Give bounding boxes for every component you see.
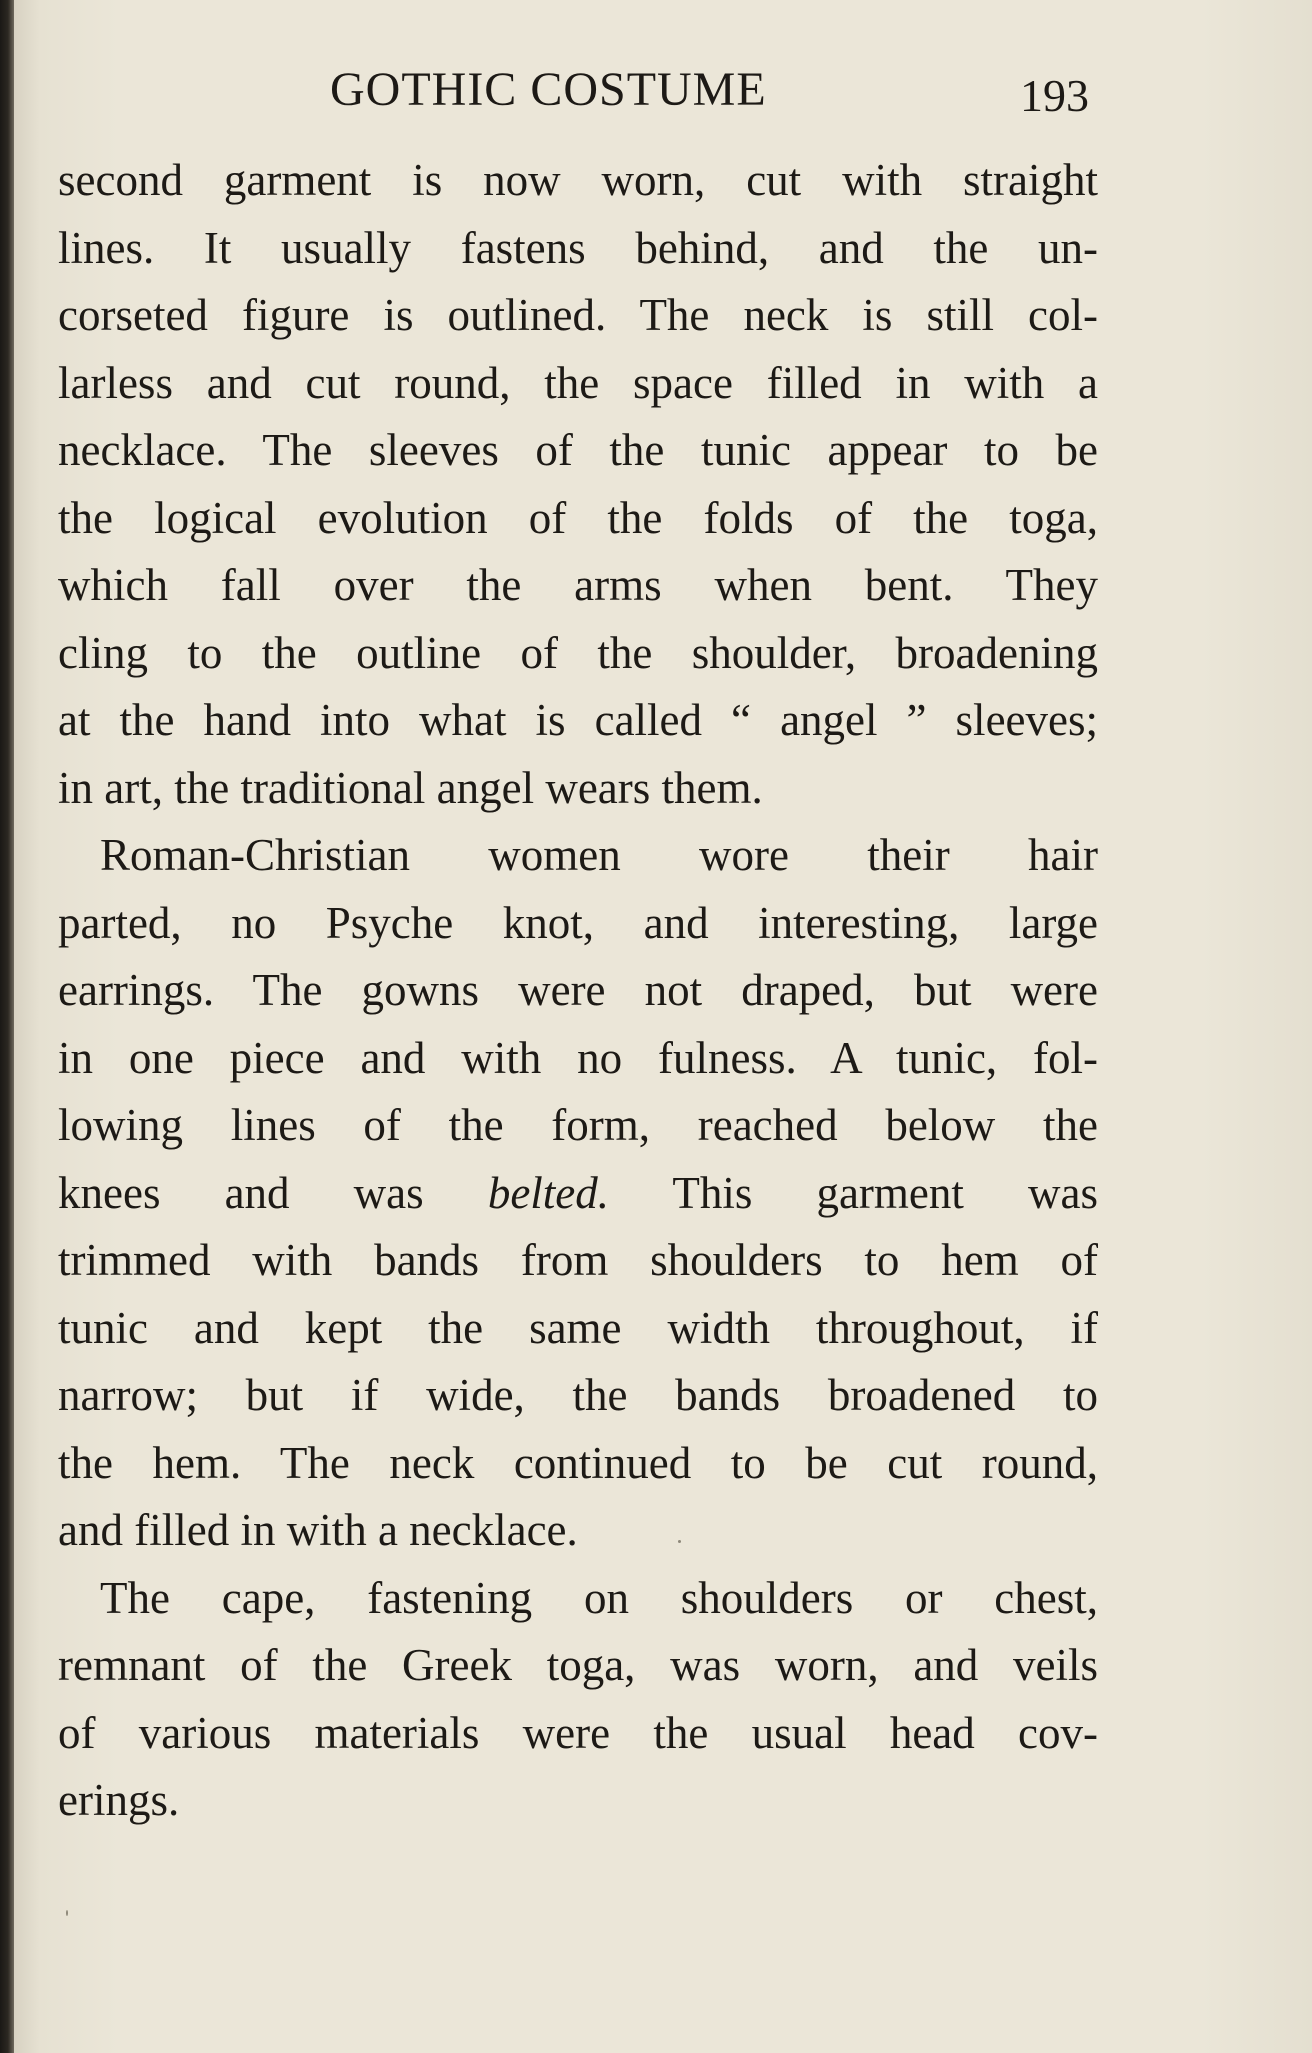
text-line: which fall over the arms when bent. They: [58, 560, 1098, 610]
text-line: the hem. The neck continued to be cut round,: [58, 1437, 1098, 1488]
paragraph-3: [58, 1565, 1098, 1835]
text-line: necklace. The sleeves of the tunic appear to be: [58, 425, 1098, 475]
running-head: [0, 55, 1312, 125]
text-line: at the hand into what is called “ angel ” sleeves;: [58, 695, 1098, 745]
text-line: in one piece and with no fulness. A tunic, fol-: [58, 1032, 1098, 1083]
paper-speck: [678, 1540, 681, 1543]
text-line: of various materials were the usual head cov-: [58, 1707, 1098, 1758]
text-line: lowing lines of the form, reached below the: [58, 1100, 1098, 1150]
text-line: remnant of the Greek toga, was worn, and veils: [58, 1640, 1098, 1690]
text-line: and filled in with a necklace.: [58, 1505, 578, 1555]
text-line: trimmed with bands from shoulders to hem of: [58, 1235, 1098, 1285]
body-text: [58, 147, 1098, 1835]
book-spine-shadow: [0, 0, 14, 2053]
running-title: GOTHIC COSTUME: [330, 63, 767, 116]
text-line: larless and cut round, the space filled in with a: [58, 357, 1098, 408]
text-line: parted, no Psyche knot, and interesting, large: [58, 897, 1098, 948]
paragraph-2: [58, 822, 1098, 1565]
text-line: tunic and kept the same width throughout, if: [58, 1302, 1098, 1353]
text-line: narrow; but if wide, the bands broadened to: [58, 1370, 1098, 1420]
text-line: the logical evolution of the folds of the toga,: [58, 492, 1098, 543]
text-line-with-italic: knees and was belted. This garment was: [58, 1167, 1099, 1218]
italic-word: belted.: [487, 1167, 610, 1218]
text-line: erings.: [58, 1775, 180, 1825]
text-line: second garment is now worn, cut with straight: [58, 155, 1098, 205]
text-line: earrings. The gowns were not draped, but were: [58, 965, 1098, 1015]
text-line: cling to the outline of the shoulder, broadening: [58, 627, 1098, 678]
paragraph-1: [58, 147, 1098, 822]
text-line: The cape, fastening on shoulders or chest,: [100, 1572, 1098, 1623]
text-line: Roman-Christian women wore their hair: [100, 830, 1098, 880]
page-number: 193: [1020, 70, 1089, 121]
text-line: corseted figure is outlined. The neck is still col-: [58, 290, 1098, 340]
text-line: lines. It usually fastens behind, and the un-: [58, 222, 1098, 273]
paper-speck: [66, 1910, 68, 1916]
text-line: in art, the traditional angel wears them.: [58, 762, 763, 813]
